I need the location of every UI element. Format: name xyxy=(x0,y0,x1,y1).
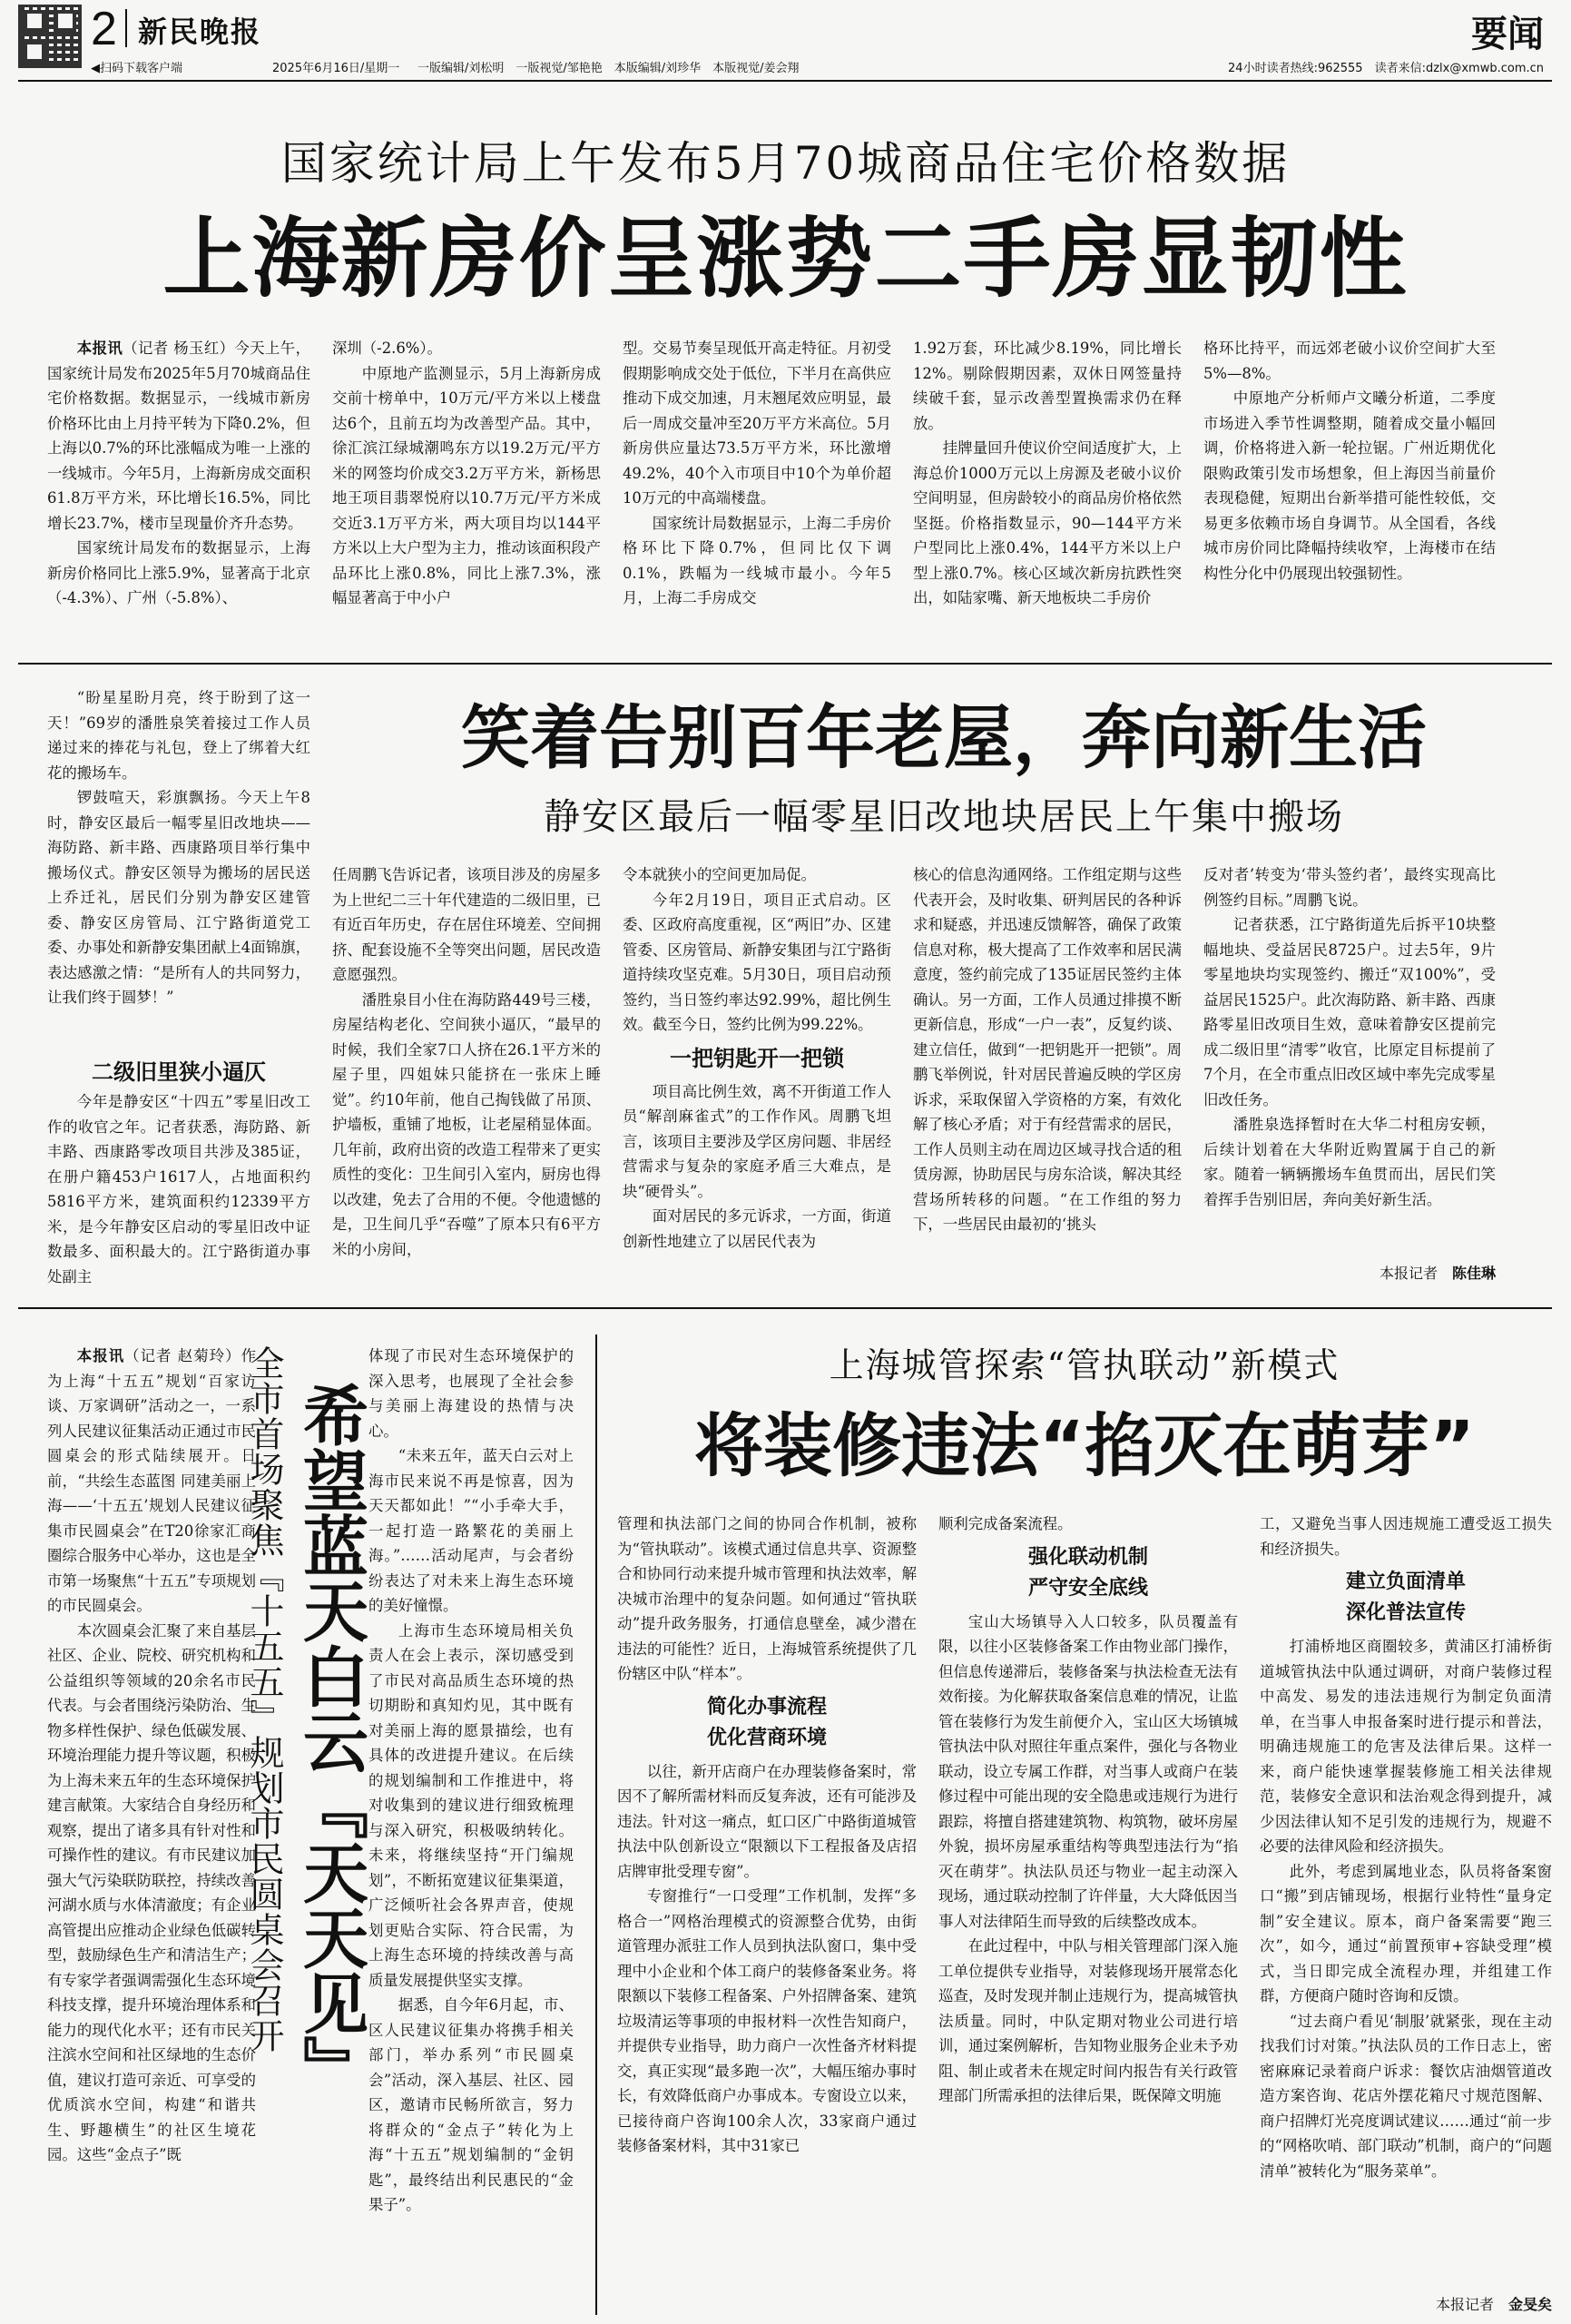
story2-column-2: 任周鹏飞告诉记者，该项目涉及的房屋多为上世纪二三十年代建造的二级旧里，已有近百年历史，存在居住环境差、空间拥挤、配套设施不全等突出问题，居民改造意愿强烈。 潘胜泉目小住在海防路449号三楼，房屋结构老化、空间狭小逼仄，“最早的时候，我们全家7口人挤在26.1平方米的屋子里，四姐妹只能挤在一张床上睡觉”。约10年前，他自己掏钱做了吊顶、护墙板，重铺了地板，让老屋稍显体面。几年前，政府出资的改造工程带来了更实质性的变化：卫生间引入室内，厨房也得以改建，免去了合用的不便。令他遗憾的是，卫生间几乎“吞噬”了原本只有6平方米的小房间， xyxy=(332,866,601,1258)
story1-column-5: 格环比持平，而远郊老破小议价空间扩大至5%—8%。 中原地产分析师卢文曦分析道，二季度市场进入季节性调整期，随着成交量小幅回调，价格将进入新一轮拉锯。广州近期优化限购政策引发市场想象，但上海因当前量价表现稳健，短期出台新举措可能性较低，交易更多依赖市场自身调节。从全国看，各线城市房价同比降幅持续收窄，上海楼市在结构性分化中仍展现出较强韧性。 xyxy=(1203,340,1496,582)
masthead-rule xyxy=(18,80,1552,82)
story1-column-3: 型。交易节奏呈现低开高走特征。月初受假期影响成交处于低位，下半月在高供应推动下成交加速，月末翘尾效应明显，最后一周成交量冲至20万平方米高位。5月新房供应量达73.5万平方米，环比激增49.2%，40个入市项目中10个为单价超10万元的中高端楼盘。 国家统计局数据显示，上海二手房价格环比下降0.7%，但同比仅下调0.1%，跌幅为一线城市最小。今年5月，上海二手房成交 xyxy=(623,340,891,606)
paper-name: 新民晚报 xyxy=(138,15,262,49)
story4-column-3: 工，又避免当事人因违规施工遭受返工损失和经济损失。 建立负面清单 深化普法宣传 打浦桥地区商圈较多，黄浦区打浦桥街道城管执法中队通过调研，对商户装修过程中高发、易发的违法违规行为制定负面清单，在当事人申报备案时进行提示和普法，明确违规施工的危害及法律后果。这样一来，商户能快速掌握装修施工相关法律规范，装修安全意识和法治观念得到提升，减少因法律认知不足引发的违规行为，规避不必要的法律风险和经济损失。 此外，考虑到属地业态，队员将备案窗口“搬”到店铺现场，根据行业特性“量身定制”安全建议。原本，商户备案需要“跑三次”，如今，通过“前置预审+容缺受理”模式，当日即完成全流程办理，并组建工作群，方便商户随时咨询和反馈。 “过去商户看见‘制服’就紧张，现在主动找我们讨对策。”执法队员的工作日志上，密密麻麻记录着商户诉求：餐饮店油烟管道改造方案咨询、花店外摆花箱尺寸规范图解、商户招牌灯光亮度调试建议……通过“前一步的“网格吹哨、部门联动”机制，商户的“问题清单”被转化为“服务菜单”。 xyxy=(1260,1515,1552,2180)
story2-lead-column: “盼星星盼月亮，终于盼到了这一天！”69岁的潘胜泉笑着接过工作人员递过来的捧花与礼包，登上了绑着大红花的搬场车。 锣鼓喧天，彩旗飘扬。今天上午8时，静安区最后一幅零星旧改地块——海防路、新丰路、西康路项目举行集中搬场仪式。静安区领导为搬场的居民送上乔迁礼，居民们分别为静安区建管委、静安区房管局、江宁路街道党工委、办事处和新静安集团献上4面锦旗，表达感激之情：“是所有人的共同努力，让我们终于圆梦！” xyxy=(47,689,310,1006)
reader-hotline: 24小时读者热线:962555 读者来信:dzlx@xmwb.com.cn xyxy=(1228,62,1544,75)
story4-column-1: 管理和执法部门之间的协同合作机制，被称为“管执联动”。该模式通过信息共享、资源整合和协同行动来提升城市管理和执法效率，解决城市治理中的复杂问题。如何通过“管执联动”提升政务服务，打通信息壁垒，减少潜在违法的可能性？近日，上海城管系统提供了几份辖区中队“样本”。 简化办事流程 优化营商环境 以往，新开店商户在办理装修备案时，常因不了解所需材料而反复奔波，还有可能涉及违法。针对这一痛点，虹口区广中路街道城管执法中队创新设立“限额以下工程报备及店招店牌审批受理专窗”。 专窗推行“一口受理”工作机制，发挥“多格合一”网格治理模式的资源整合优势，由街道管理办派驻工作人员到执法队窗口，集中受理中小企业和个体工商户的装修备案业务。将限额以下装修工程备案、户外招牌备案、建筑垃圾清运等事项的申报材料一次性告知商户，并提供专业指导，助力商户一次性备齐材料提交，真正实现“最多跑一次”，大幅压缩办事时长，有效降低商户办事成本。专窗设立以来，已接待商户咨询100余人次，33家商户通过装修备案材料，其中31家已 xyxy=(617,1515,917,2154)
page-number: 2 xyxy=(91,3,117,55)
story4-kicker: 上海城管探索“管执联动”新模式 xyxy=(829,1345,1340,1385)
story3-vertical-kicker: 全市首场聚焦『十五五』规划市民圆桌会召开 xyxy=(244,1345,284,2053)
section-rule-1 xyxy=(18,663,1552,665)
story2-subhead-1: 二级旧里狭小逼仄 xyxy=(92,1059,266,1085)
byline: 本报讯 xyxy=(76,340,123,357)
story1-headline: 上海新房价呈涨势二手房显韧性 xyxy=(162,208,1409,310)
story1-column-1: 本报讯（记者 杨玉红）今天上午，国家统计局发布2025年5月70城商品住宅价格数据。数据显示，一线城市新房价格环比由上月持平转为下降0.2%，但上海以0.7%的环比涨幅成为唯一上涨的一线城市。今年5月，上海新房成交面积61.8万平方米，环比增长16.5%，同比增长23.7%，楼市呈现量价齐升态势。 国家统计局发布的数据显示，上海新房价格同比上涨5.9%，显著高于北京（-4.3%）、广州（-5.8%）、 xyxy=(47,340,310,606)
story1-kicker: 国家统计局上午发布5月70城商品住宅价格数据 xyxy=(280,137,1291,190)
story2-column-3: 令本就狭小的空间更加局促。 今年2月19日，项目正式启动。区委、区政府高度重视，区“两旧”办、区建管委、区房管局、新静安集团与江宁路街道持续攻坚克难。5月30日，项目启动预签约，当日签约率达92.99%，超比例生效。截至今日，签约比例为99.22%。 一把钥匙开一把锁 项目高比例生效，离不开街道工作人员“解剖麻雀式”的工作作风。周鹏飞坦言，该项目主要涉及学区房问题、非居经营需求与复杂的家庭矛盾三大难点，是块“硬骨头”。 面对居民的多元诉求，一方面，街道创新性地建立了以居民代表为 xyxy=(623,866,891,1250)
story2-column-5: 反对者’转变为‘带头签约者’，最终实现高比例签约目标。”周鹏飞说。 记者获悉，江宁路街道先后拆平10块整幅地块、受益居民8725户。过去5年，9片零星地块均实现签约、搬迁“双100%”，受益居民1525户。此次海防路、新丰路、西康路零星旧改项目生效，意味着静安区提前完成二级旧里“清零”收官，比原定目标提前了7个月，在全市重点旧改区域中率先完成零星旧改任务。 潘胜泉选择暂时在大华二村租房安顿，后续计划着在大华附近购置属于自己的新家。随着一辆辆搬场车鱼贯而出，居民们笑着挥手告别旧居，奔向美好新生活。 xyxy=(1203,866,1496,1208)
reporter-name: 金旻矣 xyxy=(1507,2296,1552,2313)
story3-column-2: 体现了市民对生态环境保护的深入思考，也展现了全社会参与美丽上海建设的热情与决心。 “未来五年，蓝天白云对上海市民来说不再是惊喜，因为天天都如此！”“小手牵大手，一起打造一路繁花的美丽上海。”……活动尾声，与会者纷纷表达了对未来上海生态环境的美好憧憬。 上海市生态环境局相关负责人在会上表示，深切感受到了市民对高品质生态环境的热切期盼和真知灼见，其中既有对美丽上海的愿景描绘，也有具体的改进提升建议。在后续的规划编制和工作推进中，将对收集到的建议进行细致梳理与深入研究，积极吸纳转化。未来，将继续坚持“开门编规划”，不断拓宽建议征集渠道，广泛倾听社会各界声音，使规划更贴合实际、符合民需，为上海生态环境的持续改善与高质量发展提供坚实支撑。 据悉，自今年6月起，市、区人民建议征集办将携手相关部门，举办系列“市民圆桌会”活动，深入基层、社区、园区，邀请市民畅所欲言，努力将群众的“金点子”转化为上海“十五五”规划编制的“金钥匙”，最终结出利民惠民的“金果子”。 xyxy=(368,1347,574,2213)
qr-code[interactable] xyxy=(18,5,82,68)
story2-lead-column-2: 今年是静安区“十四五”零星旧改工作的收官之年。记者获悉，海防路、新丰路、西康路零改项目共涉及385证，在册户籍453户1617人，占地面积约5816平方米，建筑面积约12339平方米，是今年静安区启动的零星旧改中证数最多、面积最大的。江宁路街道办事处副主 xyxy=(47,1093,310,1285)
story4-subhead-3: 建立负面清单 深化普法宣传 xyxy=(1345,1571,1466,1624)
story4-column-2: 顺利完成备案流程。 强化联动机制 严守安全底线 宝山大场镇导入人口较多，队员覆盖有限，以往小区装修备案工作由物业部门操作，但信息传递滞后，装修备案与执法检查无法有效衔接。为化解获取备案信息难的情况，让监管在装修行为发生前便介入，宝山区大场镇城管执法中队对照往年重点案件，强化与各物业联动，设立专属工作群，对当事人或商户在装修过程中可能出现的安全隐患或违规行为进行跟踪，将擅自搭建建筑物、构筑物，破坏房屋外貌，损坏房屋承重结构等典型违法行为“掐灭在萌芽”。执法队员还与物业一起主动深入现场，通过联动控制了许伴量，大大降低因当事人对法律陌生而导致的后续整改成本。 在此过程中，中队与相关管理部门深入施工单位提供专业指导，对装修现场开展常态化巡查，及时发现并制止违规行为，提高城管执法质量。同时，中队定期对物业公司进行培训，通过案例解析，告知物业服务企业未予劝阻、制止或者未在规定时间内报告有关行政管理部门所需承担的法律后果，既保障文明施 xyxy=(938,1515,1238,2104)
qr-caption: ◀扫码下载客户端 xyxy=(91,62,182,75)
story4-signoff: 本报记者 金旻矣 xyxy=(1435,2296,1552,2313)
section-rule-2 xyxy=(18,1307,1552,1309)
masthead-divider xyxy=(125,9,127,47)
section-label: 要闻 xyxy=(1471,14,1544,55)
story1-column-2: 深圳（-2.6%）。 中原地产监测显示，5月上海新房成交前十榜单中，10万元/平方米以上楼盘达6个，且前五均为改善型产品。其中，徐汇滨江绿城潮鸣东方以19.2万元/平方米的网签均价成交3.2万平方米，新杨思地王项目翡翠悦府以10.7万元/平方米成交近3.1万平方米，两大项目均以144平方米以上大户型为主力，推动该面积段产品环比上涨0.8%，同比上涨7.3%，涨幅显著高于中小户 xyxy=(332,340,601,606)
story3-vertical-headline: 希望蓝天白云『天天见』 xyxy=(292,1382,368,2101)
story4-subhead-2: 强化联动机制 严守安全底线 xyxy=(1027,1545,1148,1600)
column-separator xyxy=(595,1334,597,2315)
date-line: 2025年6月16日/星期一 xyxy=(272,62,400,75)
story2-headline: 笑着告别百年老屋，奔向新生活 xyxy=(461,697,1427,778)
story4-subhead-1: 简化办事流程 优化营商环境 xyxy=(706,1695,827,1749)
story1-column-4: 1.92万套，环比减少8.19%，同比增长12%。剔除假期因素，双休日网签量持续破千套，显示改善型置换需求仍在释放。 挂牌量回升使议价空间适度扩大，上海总价1000万元以上房源及老破小议价空间明显，但房龄较小的商品房价格依然坚挺。价格指数显示，90—144平方米户型同比上涨0.4%，144平方米以上户型上涨0.7%。核心区域次新房抗跌性突出，如陆家嘴、新天地板块二手房价 xyxy=(913,340,1182,606)
editor-credits: 一版编辑/刘松明 一版视觉/邹艳艳 本版编辑/刘珍华 本版视觉/姜会翔 xyxy=(417,62,800,75)
story2-subhead-2: 一把钥匙开一把锁 xyxy=(670,1045,844,1071)
story3-column-1: 本报讯（记者 赵菊玲）作为上海“十五五”规划“百家访谈、万家调研”活动之一，一系列人民建议征集活动正通过市民圆桌会的形式陆续展开。日前，“共绘生态蓝图 同建美丽上海——‘十五五’规划人民建议征集市民圆桌会”在T20徐家汇商圈综合服务中心举办，这也是全市第一场聚焦“十五五”专项规划的市民圆桌会。 本次圆桌会汇聚了来自基层社区、企业、院校、研究机构和公益组织等领域的20余名市民代表。与会者围绕污染防治、生物多样性保护、绿色低碳发展、环境治理能力提升等议题，积极为上海未来五年的生态环境保护建言献策。大家结合自身经历和观察，提出了诸多具有针对性和可操作性的建议。有市民建议加强大气污染联防联控，持续改善河湖水质与水体清澈度；有企业高管提出应推动企业绿色低碳转型，鼓励绿色生产和清洁生产；有专家学者强调需强化生态环境科技支撑，提升环境治理体系和能力的现代化水平；还有市民关注滨水空间和社区绿地的生态价值，建议打造可亲近、可享受的优质滨水空间，构建“和谐共生、野趣横生”的社区生境花园。这些“金点子”既 xyxy=(47,1347,256,2163)
story2-signoff: 本报记者 陈佳琳 xyxy=(1379,1265,1496,1282)
story4-headline: 将装修违法“掐灭在萌芽” xyxy=(694,1405,1475,1486)
story2-deck: 静安区最后一幅零星旧改地块居民上午集中搬场 xyxy=(544,796,1344,838)
reporter-name: 陈佳琳 xyxy=(1451,1265,1496,1282)
story2-column-4: 核心的信息沟通网络。工作组定期与这些代表开会，及时收集、研判居民的各种诉求和疑惑，并迅速反馈解答，确保了政策信息对称，极大提高了工作效率和居民满意度，签约前完成了135证居民签约主体确认。另一方面，工作人员通过排摸不断更新信息，形成“一户一表”，反复约谈、建立信任，做到“一把钥匙开一把锁”。周鹏飞举例说，针对居民普遍反映的学区房诉求，采取保留入学资格的方案，有效化解了核心矛盾；对于有经营需求的居民，工作人员则主动在周边区域寻找合适的租赁房源，协助居民与房东洽谈，解决其经营场所转移的问题。“在工作组的努力下，一些居民由最初的‘挑头 xyxy=(913,866,1182,1233)
byline: 本报讯 xyxy=(76,1347,125,1364)
